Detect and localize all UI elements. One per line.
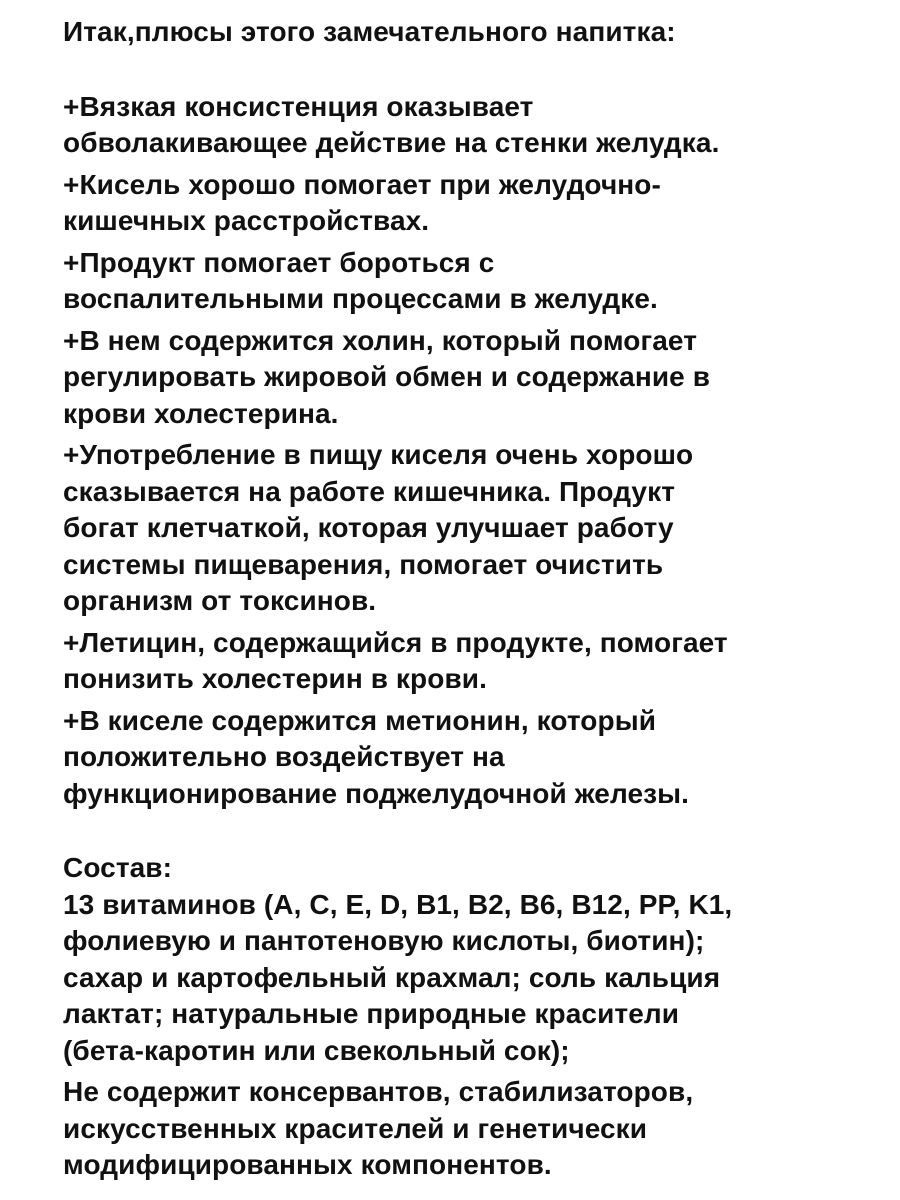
benefit-line: +В киселе содержится метионин, который xyxy=(63,704,657,736)
benefit-item xyxy=(63,89,883,162)
ingredient-line: 13 витаминов (A, C, E, D, B1, B2, B6, B12, PP, K1, xyxy=(63,888,733,920)
benefit-item xyxy=(63,703,883,813)
exclusion-line: Не содержит консервантов, стабилизаторов, xyxy=(63,1076,694,1107)
composition-section xyxy=(63,850,883,1184)
benefit-line: богат клетчаткой, которая улучшает работу xyxy=(63,512,674,543)
benefit-item xyxy=(63,323,883,433)
benefit-line: регулировать жировой обмен и содержание в xyxy=(63,361,711,392)
benefit-line: организм от токсинов. xyxy=(63,585,377,616)
exclusion-line: искусственных красителей и генетически xyxy=(63,1112,648,1144)
ingredient-line: лактат; натуральные природные красители xyxy=(63,998,680,1029)
benefit-line: кишечных расстройствах. xyxy=(63,205,430,236)
benefits-list xyxy=(63,89,883,813)
ingredient-line: сахар и картофельный крахмал; соль кальция xyxy=(63,961,721,993)
benefit-item xyxy=(63,245,883,318)
benefit-line: обволакивающее действие на стенки желудка. xyxy=(63,127,720,158)
benefit-line: +Кисель хорошо помогает при желудочно- xyxy=(63,168,661,200)
benefit-line: положительно воздействует на xyxy=(63,741,505,772)
benefit-line: сказывается на работе кишечника. Продукт xyxy=(63,475,676,507)
intro-text: Итак,плюсы этого замечательного напитка: xyxy=(63,16,676,47)
benefit-line: крови холестерина. xyxy=(63,397,339,429)
exclusion-line: модифицированных компонентов. xyxy=(63,1149,552,1180)
exclusions-block xyxy=(63,1074,883,1184)
note-text xyxy=(63,14,883,1184)
benefit-line: функционирование поджелудочной железы. xyxy=(63,777,690,809)
benefit-item xyxy=(63,437,883,620)
benefit-line: понизить холестерин в крови. xyxy=(63,663,487,694)
composition-heading: Состав: xyxy=(63,852,173,883)
benefit-line: +Продукт помогает бороться с xyxy=(63,246,495,278)
ingredients-block xyxy=(63,887,883,1070)
ingredient-line: фолиевую и пантотеновую кислоты, биотин); xyxy=(63,925,705,956)
ingredient-line: (бета-каротин или свекольный сок); xyxy=(63,1034,570,1066)
benefit-line: +Вязкая консистенция оказывает xyxy=(63,90,534,122)
benefit-item xyxy=(63,625,883,698)
benefit-line: +Употребление в пищу киселя очень хорошо xyxy=(63,439,694,470)
benefit-item xyxy=(63,167,883,240)
benefit-line: системы пищеварения, помогает очистить xyxy=(63,548,664,580)
benefit-line: воспалительными процессами в желудке. xyxy=(63,283,658,314)
benefit-line: +Летицин, содержащийся в продукте, помогает xyxy=(63,626,728,658)
benefit-line: +В нем содержится холин, который помогает xyxy=(63,324,698,356)
